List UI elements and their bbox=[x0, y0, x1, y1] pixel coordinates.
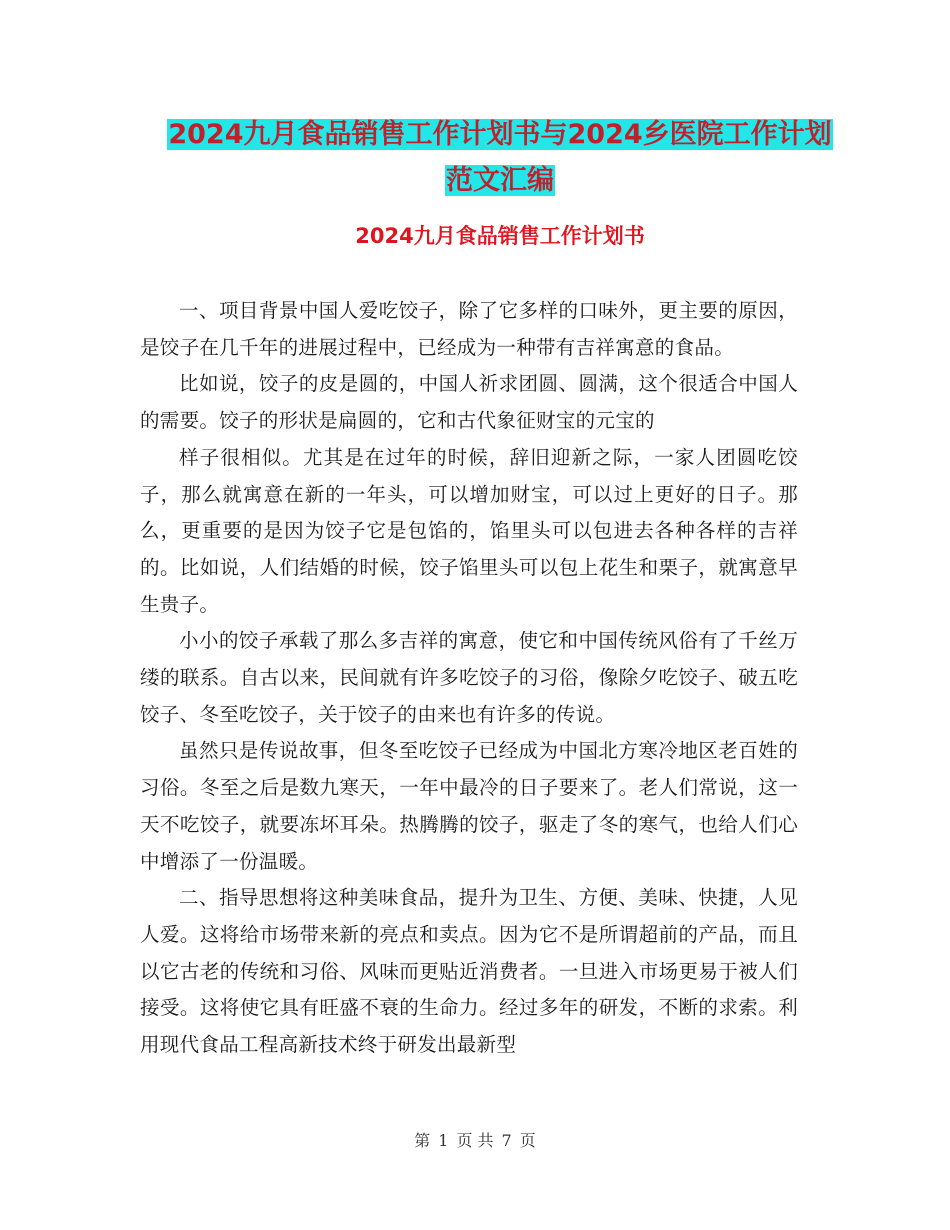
paragraph: 小小的饺子承载了那么多吉祥的寓意，使它和中国传统风俗有了千丝万缕的联系。自古以来，民间就有许多吃饺子的习俗，像除夕吃饺子、破五吃饺子、冬至吃饺子，关于饺子的由来也有许多的传说。 bbox=[140, 629, 798, 726]
paragraph: 二、指导思想将这种美味食品，提升为卫生、方便、美味、快捷，人见人爱。这将给市场带来新的亮点和卖点。因为它不是所谓超前的产品，而且以它古老的传统和习俗、风味而更贴近消费者。一旦进入市场更易于被人们接受。这将使它具有旺盛不衰的生命力。经过多年的研发，不断的求索。利用现代食品工程高新技术终于研发出最新型 bbox=[140, 886, 798, 1057]
section-title: 2024九月食品销售工作计划书 bbox=[355, 224, 645, 248]
page-number: 1 bbox=[438, 1131, 449, 1150]
footer-suffix: 页 bbox=[519, 1131, 536, 1150]
footer-prefix: 第 bbox=[414, 1131, 431, 1150]
footer-middle: 页 共 bbox=[456, 1131, 494, 1150]
document-title bbox=[140, 112, 860, 204]
paragraph: 一、项目背景中国人爱吃饺子，除了它多样的口味外，更主要的原因，是饺子在几千年的进展过程中，已经成为一种带有吉祥寓意的食品。 bbox=[140, 299, 798, 359]
paragraph: 样子很相似。尤其是在过年的时候，辞旧迎新之际，一家人团圆吃饺子，那么就寓意在新的一年头，可以增加财宝，可以过上更好的日子。那么，更重要的是因为饺子它是包馅的，馅里头可以包进去各种各样的吉祥的。比如说，人们结婚的时候，饺子馅里头可以包上花生和栗子，就寓意早生贵子。 bbox=[140, 445, 798, 616]
paragraph: 虽然只是传说故事，但冬至吃饺子已经成为中国北方寒冷地区老百姓的习俗。冬至之后是数九寒天，一年中最冷的日子要来了。老人们常说，这一天不吃饺子，就要冻坏耳朵。热腾腾的饺子，驱走了冬的寒气，也给人们心中增添了一份温暖。 bbox=[140, 739, 798, 873]
paragraph: 比如说，饺子的皮是圆的，中国人祈求团圆、圆满，这个很适合中国人的需要。饺子的形状是扁圆的，它和古代象征财宝的元宝的 bbox=[140, 372, 798, 433]
document-body bbox=[140, 293, 798, 1064]
page-total: 7 bbox=[501, 1131, 512, 1150]
title-line-2: 范文汇编 bbox=[446, 165, 554, 196]
page-footer bbox=[0, 1128, 950, 1151]
title-line-1: 2024九月食品销售工作计划书与2024乡医院工作计划 bbox=[168, 119, 832, 150]
